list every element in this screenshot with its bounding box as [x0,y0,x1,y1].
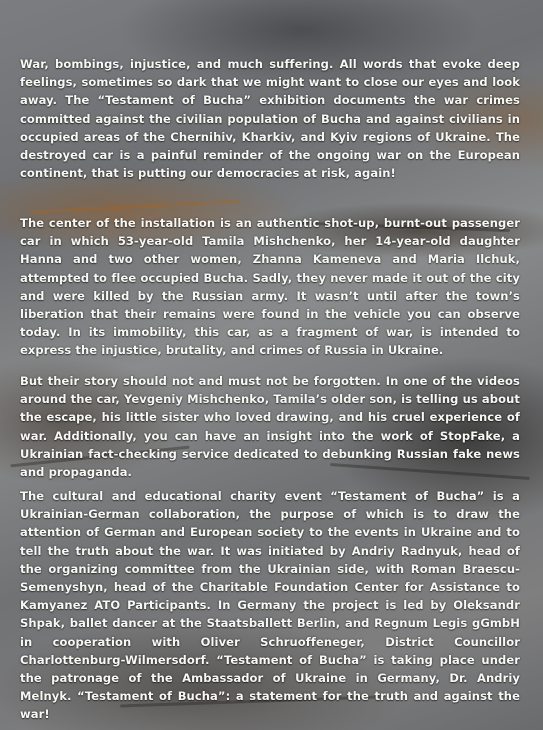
intro-paragraph: War, bombings, injustice, and much suffering. All words that evoke deep feelings, sometimes so dark that we might want to close our eyes and look away. The “Testament of Bucha” exhibition documents the war crimes committed against the civilian population of Bucha and against civilians in occupied areas of the Chernihiv, Kharkiv, and Kyiv regions of Ukraine. The destroyed car is a painful reminder of the ongoing war on the European continent, that is putting our democracies at risk, again! [20,57,520,181]
event-paragraph: The cultural and educational charity event “Testament of Bucha” is a Ukrainian-German collaboration, the purpose of which is to draw the attention of German and European society to the events in Ukraine and to tell the truth about the war. It was initiated by Andriy Radnyuk, head of the organizing committee from the Ukrainian side, with Roman Braescu-Semenyshyn, head of the Charitable Foundation Center for Assistance to Kamyanez ATO Participants. In Germany the project is led by Oleksandr Shpak, ballet dancer at the Staatsballett Berlin, and Regnum Legis gGmbH in cooperation with Oliver Schruoffeneger, District Councillor Charlottenburg-Wilmersdorf. “Testament of Bucha” is taking place under the patronage of the Ambassador of Ukraine in Germany, Dr. Andriy Melnyk. “Testament of Bucha”: a statement for the truth and against the war! [20,489,520,722]
story-paragraph: But their story should not and must not be forgotten. In one of the videos around the car, Yevgeniy Mishchenko, Tamila’s older son, is telling us about the escape, his little sister who loved drawing, and his cruel experience of war. Additionally, you can have an insight into the work of StopFake, a Ukrainian fact-checking service dedicated to debunking Russian fake news and propaganda. [20,374,520,480]
installation-paragraph: The center of the installation is an authentic shot-up, burnt-out passenger car in which 53-year-old Tamila Mishchenko, her 14-year-old daughter Hanna and two other women, Zhanna Kameneva and Maria Ilchuk, attempted to flee occupied Bucha. Sadly, they never made it out of the city and were killed by the Russian army. It wasn’t until after the town’s liberation that their remains were found in the vehicle you can observe today. In its immobility, this car, as a fragment of war, is intended to express the injustice, brutality, and crimes of Russia in Ukraine. [20,216,520,358]
rust-streak [30,200,240,214]
